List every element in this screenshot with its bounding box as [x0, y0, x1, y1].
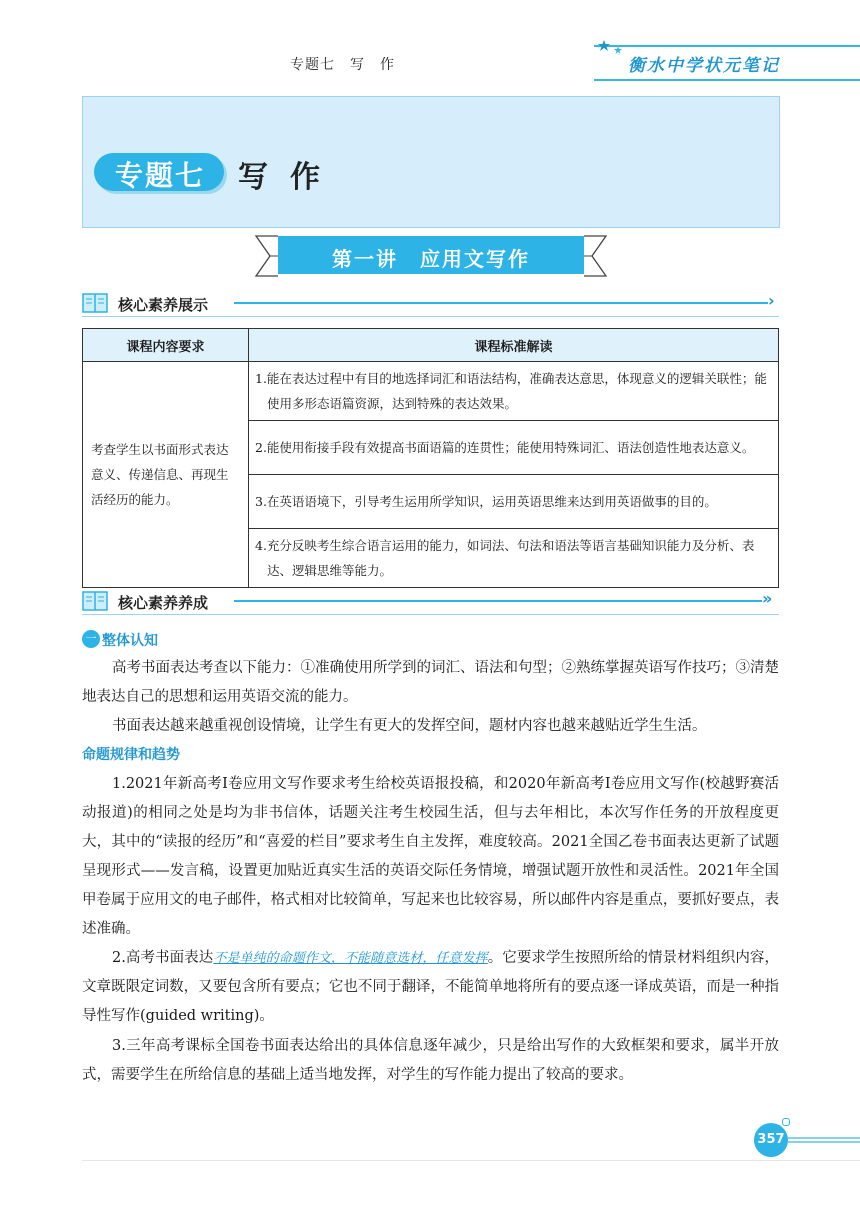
footer-rule: [82, 1160, 860, 1161]
overall-paragraph-2: 书面表达越来越重视创设情境，让学生有更大的发挥空间，题材内容也越来越贴近学生生活。: [112, 718, 707, 734]
standard-item-3: 3.在英语语境下，引导考生运用所学知识，运用英语思维来达到用英语做事的目的。: [249, 475, 779, 529]
brand-name: 衡水中学状元笔记: [628, 56, 780, 76]
overall-paragraph-1: 高考书面表达考查以下能力：①准确使用所学到的词汇、语法和句型；②熟练掌握英语写作技巧；③清楚地表达自己的思想和运用英语交流的能力。: [82, 660, 779, 705]
small-circle-icon: [782, 1118, 790, 1126]
section-rule: [234, 600, 762, 602]
section-underline: [82, 614, 779, 615]
overall-heading: 整体认知: [102, 633, 158, 649]
table-header-row: [83, 329, 779, 362]
page-number: 357: [754, 1123, 788, 1157]
double-chevron-right-icon: »: [762, 589, 773, 608]
running-title: 专题七 写 作: [290, 57, 395, 73]
table-header-interpretation: 课程标准解读: [249, 329, 779, 362]
trends-paragraph-3: 3.三年高考课标全国卷书面表达给出的具体信息逐年减少，只是给出写作的大致框架和要求，属半开放式，需要学生在所给信息的基础上适当地发挥，对学生的写作能力提出了较高的要求。: [82, 1038, 779, 1083]
chapter-number: 专题七: [114, 159, 205, 192]
section-underline: [82, 316, 779, 317]
requirements-table: [82, 328, 779, 588]
handwritten-note: 不是单纯的命题作文，不能随意选材，任意发挥: [213, 951, 488, 966]
standard-item-2: 2.能使用衔接手段有效提高书面语篇的连贯性；能使用特殊词汇、语法创造性地表达意义。: [249, 421, 779, 475]
content-requirement-cell: 考查学生以书面形式表达意义、传递信息、再现生活经历的能力。: [83, 362, 249, 588]
lecture-title: 第一讲 应用文写作: [332, 247, 530, 271]
chevron-right-icon: ›: [768, 291, 775, 310]
standard-item-1: 1.能在表达过程中有目的地选择词汇和语法结构，准确表达意思，体现意义的逻辑关联性；能使用多形态语篇资源，达到特殊的表达效果。: [249, 362, 779, 421]
section-rule: [234, 302, 768, 304]
book-icon: [82, 292, 108, 314]
trends-p2-end: 。它要求学生按照所给的情景材料组织内容，文章既限定词数，又要包含所有要点；它也不同于翻译，不能简单地将所有的要点逐一译成英语，而是一种指导性写作(guided writing)。: [82, 950, 779, 1024]
trends-paragraph-2: [82, 944, 779, 1031]
standard-item-4: 4.充分反映考生综合语言运用的能力，如词法、句法和语法等语言基础知识能力及分析、表达、逻辑思维等能力。: [249, 529, 779, 588]
section-heading-develop: 核心素养养成: [118, 594, 209, 612]
stars-icon: [596, 38, 626, 60]
page-decoration-icon: [788, 1136, 860, 1146]
book-icon: [82, 590, 108, 612]
trends-heading: 命题规律和趋势: [82, 747, 180, 763]
trends-p2-start: 2.高考书面表达: [112, 950, 214, 966]
section-heading-display: 核心素养展示: [118, 296, 209, 314]
badge-icon: 一: [82, 630, 100, 648]
table-row: [83, 362, 779, 421]
trends-paragraph-1: 1.2021年新高考Ⅰ卷应用文写作要求考生给校英语报投稿，和2020年新高考Ⅰ卷应用文写作(校越野赛活动报道)的相同之处是均为非书信体，话题关注考生校园生活，但与去年相比，本次写作任务的开放程度更大，其中的“读报的经历”和“喜爱的栏目”要求考生自主发挥，难度较高。2021全国乙卷书面表达更新了试题呈现形式——发言稿，设置更加贴近真实生活的英语交际任务情境，增强试题开放性和灵活性。2021年全国甲卷属于应用文的电子邮件，格式相对比较简单，写起来也比较容易，所以邮件内容是重点，要抓好要点，表述准确。: [82, 776, 779, 937]
table-header-content: 课程内容要求: [83, 329, 249, 362]
chapter-title: 写作: [238, 160, 342, 195]
